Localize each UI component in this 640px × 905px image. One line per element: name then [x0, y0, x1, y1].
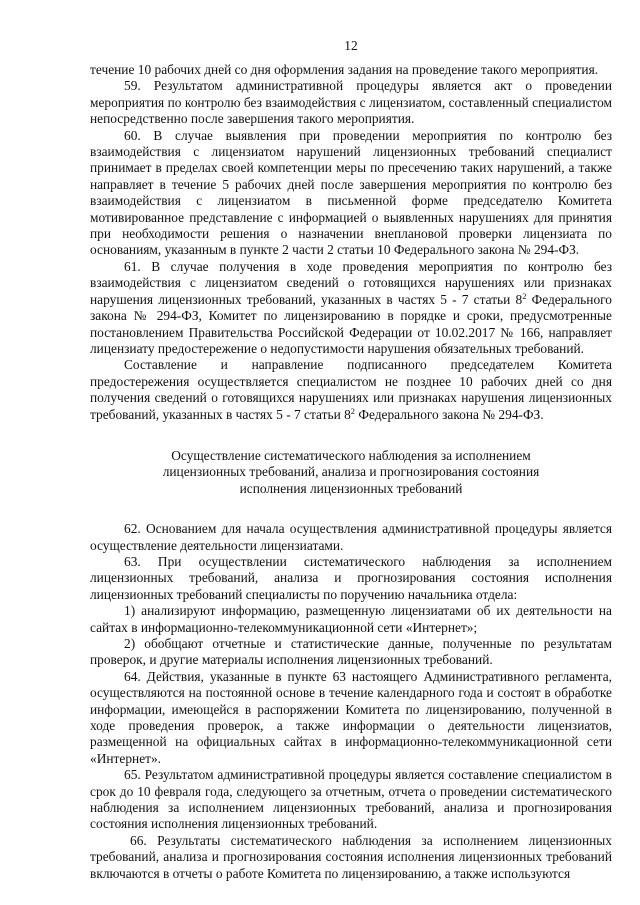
section-heading-line-2: лицензионных требований, анализа и прогнозирования состояния: [162, 464, 540, 480]
paragraph-58-continuation: течение 10 рабочих дней со дня оформления задания на проведение такого мероприятия.: [90, 62, 599, 77]
paragraph-61: [90, 259, 612, 357]
paragraph-63: 63. При осуществлении систематического наблюдения за исполнением лицензионных требований, анализа и прогнозирования состояния исполнения лицензионных требований специалисты по поручению начальника отдела:: [90, 553, 612, 602]
paragraph-64: 64. Действия, указанные в пункте 63 настоящего Административного регламента, осуществляются на постоянной основе в течение календарного года и состоят в обработке информации, имеющейся в распоряжении Комитета по лицензированию, полученной в ходе проведения проверок, а также информации о деятельности лицензиатов, размещенной на официальных сайтах в информационно-телекоммуникационной сети «Интернет».: [90, 668, 612, 766]
paragraph-60: 60. В случае выявления при проведении мероприятия по контролю без взаимодействия с лицензиатом нарушений лицензионных требований специалист принимает в пределах своей компетенции меры по пресечению таких нарушений, а также направляет в течение 5 рабочих дней после завершения мероприятия по контролю без взаимодействия с лицензиатом в письменной форме председателю Комитета мотивированное представление с информацией о выявленных нарушениях для принятия при необходимости решения о назначении внеплановой проверки лицензиата по основаниям, указанным в пункте 2 части 2 статьи 10 Федерального закона № 294-ФЗ.: [90, 127, 612, 258]
paragraph-61-text-a: 61. В случае получения в ходе проведения мероприятия по контролю без взаимодействия с лицензиатом сведений о готовящихся нарушениях или признаках нарушения лицензионных требований, указанных в частях 5 - 7 статьи 8: [90, 258, 612, 307]
paragraph-59: 59. Результатом административной процедуры является акт о проведении мероприятия по контролю без взаимодействия с лицензиатом, составленный специалистом непосредственно после завершения такого мероприятия.: [90, 78, 612, 127]
superscript-article-8-2: 2: [350, 405, 356, 416]
section-heading: [90, 448, 612, 497]
section-heading-line-1: Осуществление систематического наблюдения за исполнением: [171, 447, 531, 463]
superscript-article-8-2: 2: [522, 290, 527, 301]
paragraph-61-continuation-text-b: Федерального закона № 294-ФЗ.: [355, 406, 544, 422]
paragraph-61-continuation-text-a: Составление и направление подписанного председателем Комитета предостережения осуществляется специалистом не позднее 10 рабочих дней со дня получения сведений о готовящихся нарушениях или признаках нарушения лицензионных требований, указанных в частях 5 - 7 статьи 8: [90, 357, 612, 422]
paragraph-65: 65. Результатом административной процедуры является составление специалистом в срок до 10 февраля года, следующего за отчетным, отчета о проведении систематического наблюдения за исполнением лицензионных требований, анализа и прогнозирования состояния исполнения лицензионных требований.: [90, 767, 612, 832]
section-heading-line-3: исполнения лицензионных требований: [239, 480, 463, 496]
document-body: [90, 62, 612, 882]
paragraph-61-continuation: [90, 357, 612, 423]
paragraph-66: 66. Результаты систематического наблюдения за исполнением лицензионных требований, анализа и прогнозирования состояния исполнения лицензионных требований включаются в отчеты о работе Комитета по лицензированию, а также используются: [90, 832, 612, 881]
page-number: 12: [344, 38, 358, 53]
paragraph-62: 62. Основанием для начала осуществления административной процедуры является осуществление деятельности лицензиатами.: [90, 521, 612, 553]
paragraph-61-text-b: Федерального закона № 294-ФЗ, Комитет по лицензированию в порядке и сроки, предусмотренные постановлением Правительства Российской Федерации от 10.02.2017 № 166, направляет лицензиату предостережение о недопустимости нарушения обязательных требований.: [90, 291, 612, 356]
paragraph-63-item-2: 2) обобщают отчетные и статистические данные, полученные по результатам проверок, и другие материалы исполнения лицензионных требований.: [90, 636, 612, 668]
paragraph-63-item-1: 1) анализируют информацию, размещенную лицензиатами об их деятельности на сайтах в информационно-телекоммуникационной сети «Интернет»;: [90, 603, 612, 635]
